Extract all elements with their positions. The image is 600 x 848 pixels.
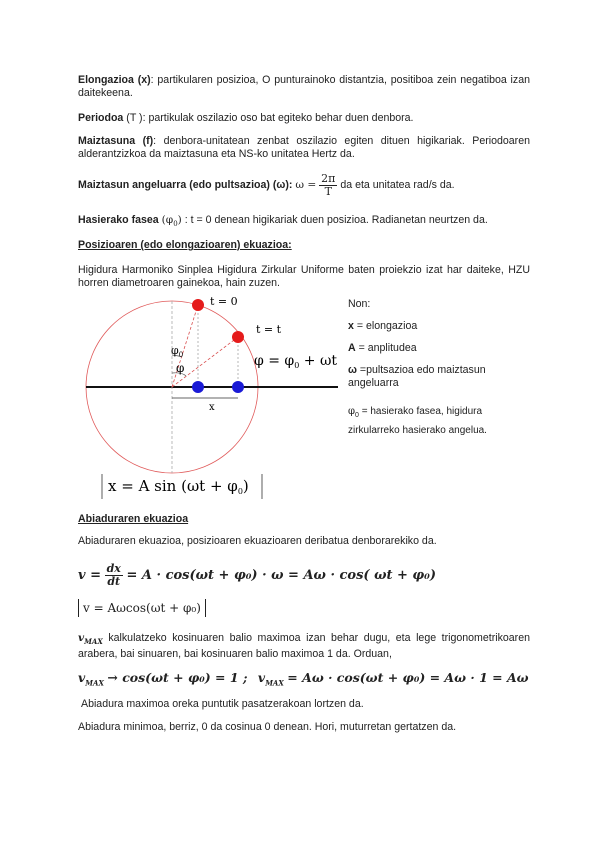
text-periodoa: partikulak oszilazio oso bat egiteko behar duen denbora. — [145, 112, 414, 124]
velocity-equation-1: v = $\frac{dx}{dt}$ = A · cos(ωt + φ₀) · ω = Aω · cos( ωt + φ₀) — [78, 562, 437, 589]
term-maiztasuna: Maiztasuna (f) — [78, 135, 154, 147]
label-phi0: $\varphi_0$ — [171, 344, 184, 359]
label-phi: φ — [176, 361, 185, 375]
term-periodoa: Periodoa — [78, 112, 124, 124]
equation-phi: $\varphi = \varphi_0 + \omega t$ — [254, 353, 338, 370]
label-t0: t = 0 — [210, 295, 238, 308]
line-vmin: Abiadura minimoa, berriz, 0 da cosinua 0 denean. Hori, muturretan gertatzen da. — [78, 721, 457, 733]
legend-a: A = anplitudea — [348, 342, 417, 354]
symbol-periodoa: (T ): — [126, 112, 146, 124]
omega-numerator: 2π — [321, 171, 336, 185]
red-dot-t0 — [192, 299, 204, 311]
section-heading-posizioa: Posizioaren (edo elongazioaren) ekuazioa: — [78, 239, 292, 251]
velocity-equation-2: v = Aωcos(ωt + φ₀) — [78, 597, 530, 619]
blue-dot-t0 — [192, 381, 204, 393]
text-fasea: : t = 0 denean higikariak duen posizioa. Radianetan neurtzen da. — [181, 214, 488, 226]
text-angeluarra: da eta unitatea rad/s da. — [337, 179, 455, 191]
legend-x: x = elongazioa — [348, 320, 418, 332]
velocity-equation-1-rhs: = A · cos(ωt + φ₀) · ω = Aω · cos( ωt + φ₀) — [126, 568, 437, 583]
vmax-paragraph: $v_{MAX}$ kalkulatzeko kosinuaren balio maximoa izan behar dugu, eta lege trigonometrikoaren arabera, bai sinuaren, bai kosinuaren balio maximoa 1 da. Orduan, — [78, 632, 530, 661]
blue-dot-t — [232, 381, 244, 393]
label-x: x — [209, 402, 215, 413]
line-vmax: Abiadura maximoa oreka puntutik pasatzerakoan lortzen da. — [81, 698, 364, 710]
term-elongazioa: Elongazioa (x) — [78, 74, 151, 86]
red-dot-t — [232, 331, 244, 343]
boxed-position-equation: x = A $\sin (\omega t + \varphi_0)$ — [108, 477, 249, 496]
dx-dt-fraction: $\frac{dx}{dt}$ — [106, 562, 121, 589]
symbol-fasea: $(\varphi_0)$ — [161, 214, 182, 229]
text-maiztasuna: : denbora-unitatean zenbat oszilazio egiten dituen higikariak. Periodoaren alderantzizkoa da maiztasuna eta NS-ko unitatea Hertz da. — [78, 135, 530, 160]
label-t: t = t — [256, 323, 282, 336]
section-intro-posizioa: Higidura Harmoniko Sinplea Higidura Zirkular Uniforme baten proiekzio izat har daiteke, HZU horren diametroaren gainekoa, hain zuzen. — [78, 264, 530, 289]
section-heading-abiadura: Abiaduraren ekuazioa — [78, 513, 189, 525]
legend-title: Non: — [348, 298, 371, 310]
legend-phi0: $\varphi_0$ = hasierako fasea, higidura zirkularreko hasierako angelua. — [348, 406, 487, 436]
omega-formula-lhs: ω = — [295, 179, 317, 191]
text-elongazioa: : partikularen posizioa, O punturainoko distantzia, positiboa zein negatiboa izan daitekeena. — [78, 74, 530, 99]
term-fasea: Hasierako fasea — [78, 214, 159, 226]
velocity-equation-3: $v_{MAX} \to \cos(\omega t + \varphi_0) = 1$ ; $v_{MAX} = A\omega \cdot \cos(\omega t + \varphi_0) = A\omega \cdot 1 = A\omega$ — [78, 670, 529, 688]
section-intro-abiadura: Abiaduraren ekuazioa, posizioaren ekuazioaren deribatua denborarekiko da. — [78, 535, 437, 547]
omega-denominator: T — [324, 184, 332, 198]
legend-omega: ω =pultsazioa edo maiztasun angeluarra — [348, 364, 486, 389]
term-angeluarra: Maiztasun angeluarra (edo pultsazioa) (ω): — [78, 179, 293, 191]
